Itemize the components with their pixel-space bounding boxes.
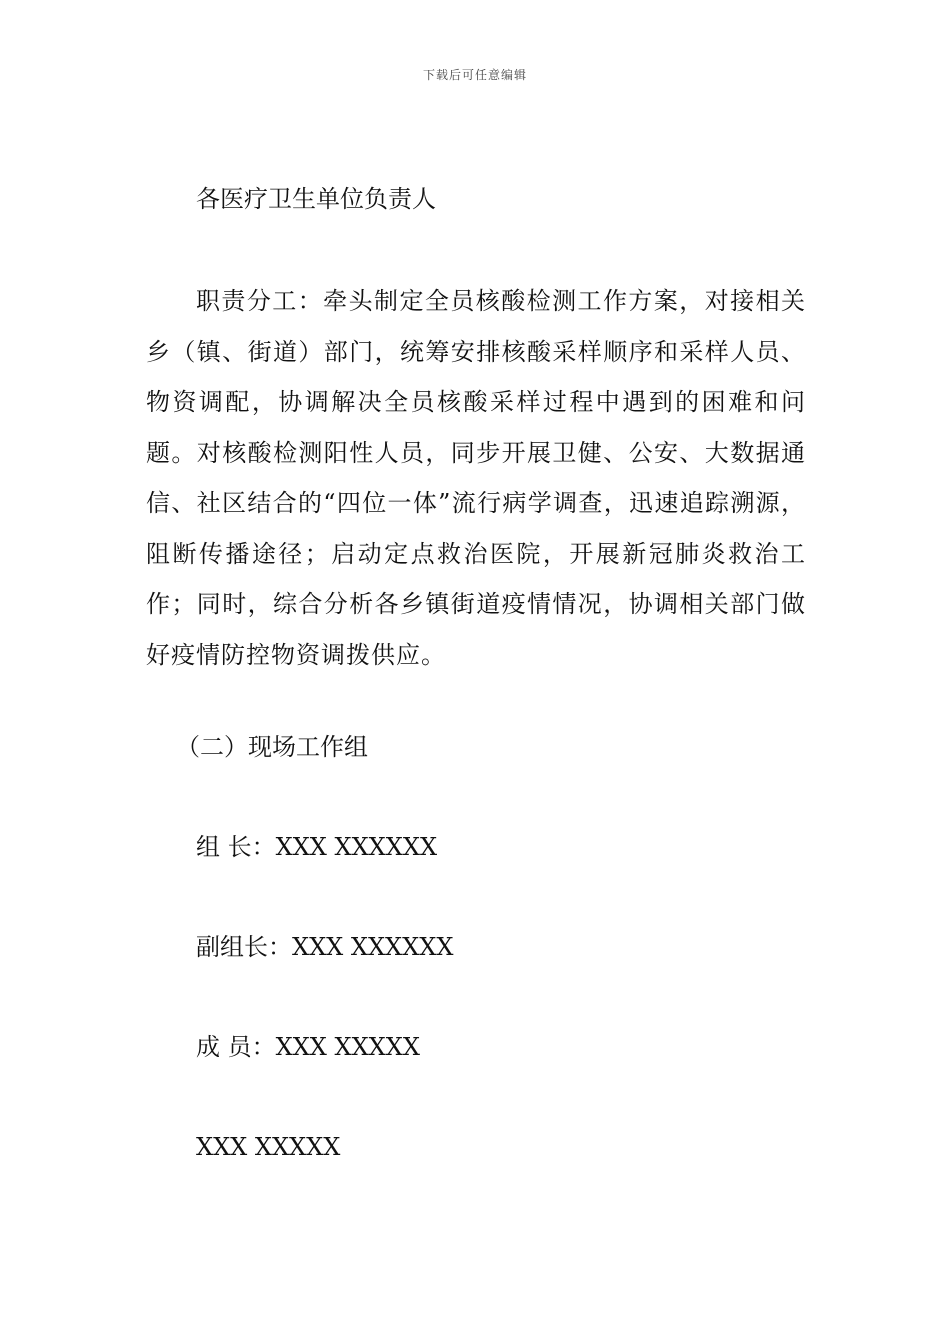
section-2-title: （二）现场工作组 [176,733,368,761]
duties-paragraph: 职责分工：牵头制定全员核酸检测工作方案，对接相关乡（镇、街道）部门，统筹安排核酸采样顺序和采样人员、物资调配，协调解决全员核酸采样过程中遇到的困难和问题。对核酸检测阳性人员，同步开展卫健、公安、大数据通信、社区结合的“四位一体”流行病学调查，迅速追踪溯源，阻断传播途径；启动定点救治医院，开展新冠肺炎救治工作；同时，综合分析各乡镇街道疫情情况，协调相关部门做好疫情防控物资调拨供应。 [146,287,806,669]
responsible-units-line: 各医疗卫生单位负责人 [196,185,436,213]
group-leader-line: 组 长：XXX XXXXXX [196,833,438,861]
page-header-note: 下载后可任意编辑 [422,68,527,82]
member-entry-line: XXX XXXXX [196,1133,341,1161]
members-line: 成 员：XXX XXXXX [196,1033,420,1061]
deputy-leader-line: 副组长：XXX XXXXXX [196,933,454,961]
